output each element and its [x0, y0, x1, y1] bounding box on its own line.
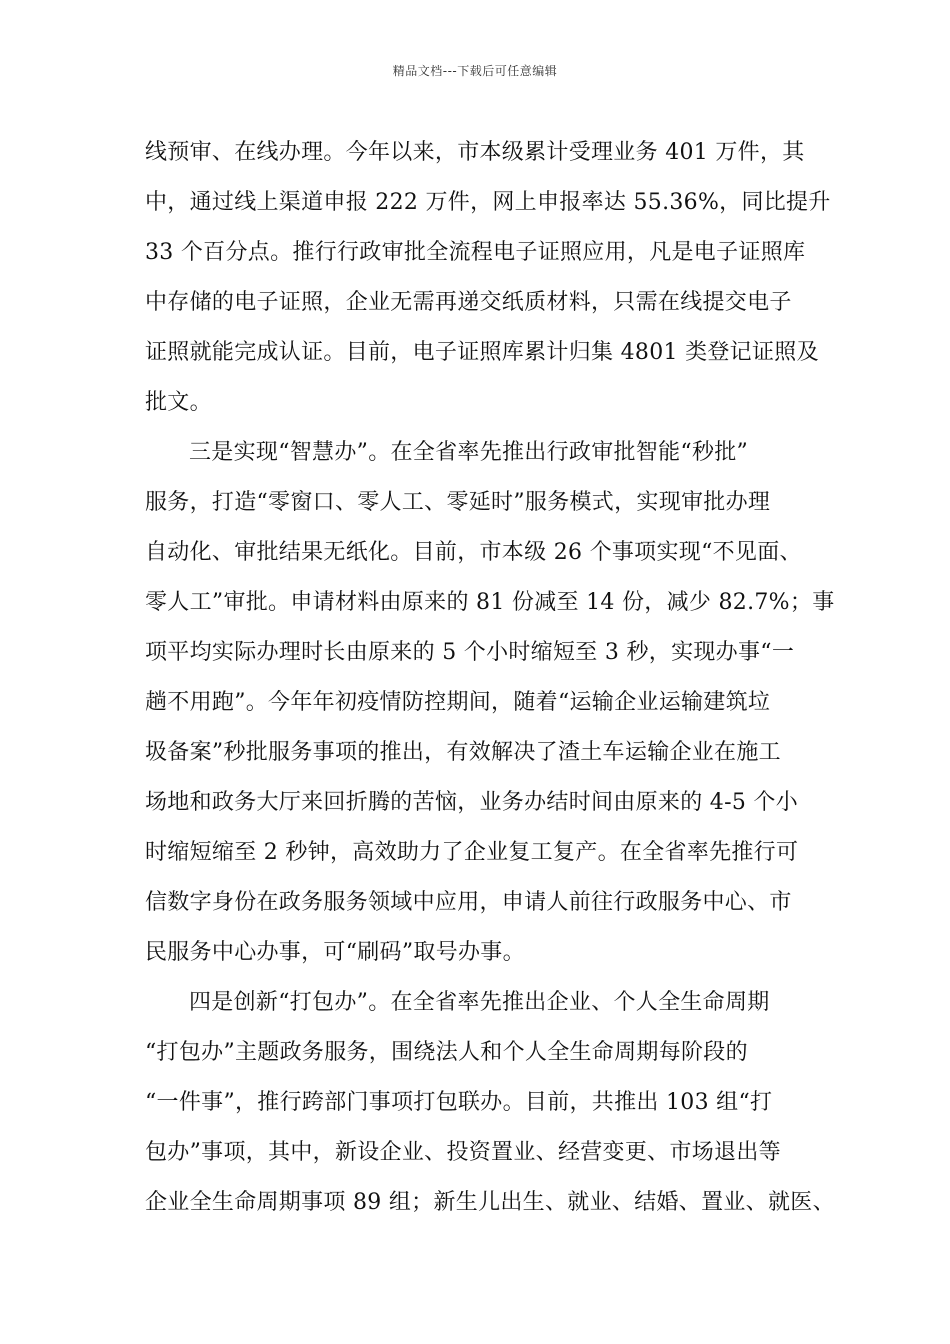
text-line: “打包办”主题政务服务，围绕法人和个人全生命周期每阶段的: [145, 1040, 748, 1065]
text-line: 服务，打造“零窗口、零人工、零延时”服务模式，实现审批办理: [145, 490, 771, 515]
text-line: 场地和政务大厅来回折腾的苦恼，业务办结时间由原来的 4-5 个小: [145, 790, 799, 815]
text-line: 信数字身份在政务服务领域中应用，申请人前往行政服务中心、市: [145, 890, 792, 915]
text-line: 圾备案”秒批服务事项的推出，有效解决了渣土车运输企业在施工: [145, 740, 781, 765]
text-line: 中存储的电子证照，企业无需再递交纸质材料，只需在线提交电子: [145, 290, 792, 315]
page-header: 精品文档---下载后可任意编辑: [392, 64, 558, 78]
text-line: 时缩短缩至 2 秒钟，高效助力了企业复工复产。在全省率先推行可: [145, 840, 799, 865]
text-line: 三是实现“智慧办”。在全省率先推出行政审批智能“秒批”: [189, 440, 749, 465]
text-line: 批文。: [145, 390, 212, 415]
document-body: [145, 128, 835, 1228]
text-line: 企业全生命周期事项 89 组；新生儿出生、就业、结婚、置业、就医、: [145, 1190, 835, 1215]
text-line: 33 个百分点。推行行政审批全流程电子证照应用，凡是电子证照库: [145, 240, 806, 265]
text-line: 四是创新“打包办”。在全省率先推出企业、个人全生命周期: [189, 990, 770, 1015]
text-line: 中，通过线上渠道申报 222 万件，网上申报率达 55.36%，同比提升: [145, 190, 831, 215]
text-line: 民服务中心办事，可“刷码”取号办事。: [145, 940, 525, 965]
text-line: “一件事”，推行跨部门事项打包联办。目前，共推出 103 组“打: [145, 1090, 773, 1115]
text-line: 零人工”审批。申请材料由原来的 81 份减至 14 份，减少 82.7%；事: [145, 590, 835, 615]
text-line: 项平均实际办理时长由原来的 5 个小时缩短至 3 秒，实现办事“一: [145, 640, 795, 665]
text-line: 包办”事项，其中，新设企业、投资置业、经营变更、市场退出等: [145, 1140, 781, 1165]
text-line: 证照就能完成认证。目前，电子证照库累计归集 4801 类登记证照及: [145, 340, 819, 365]
text-line: 自动化、审批结果无纸化。目前，市本级 26 个事项实现“不见面、: [145, 540, 802, 565]
text-line: 线预审、在线办理。今年以来，市本级累计受理业务 401 万件，其: [145, 140, 805, 165]
text-line: 趟不用跑”。今年年初疫情防控期间，随着“运输企业运输建筑垃: [145, 690, 771, 715]
